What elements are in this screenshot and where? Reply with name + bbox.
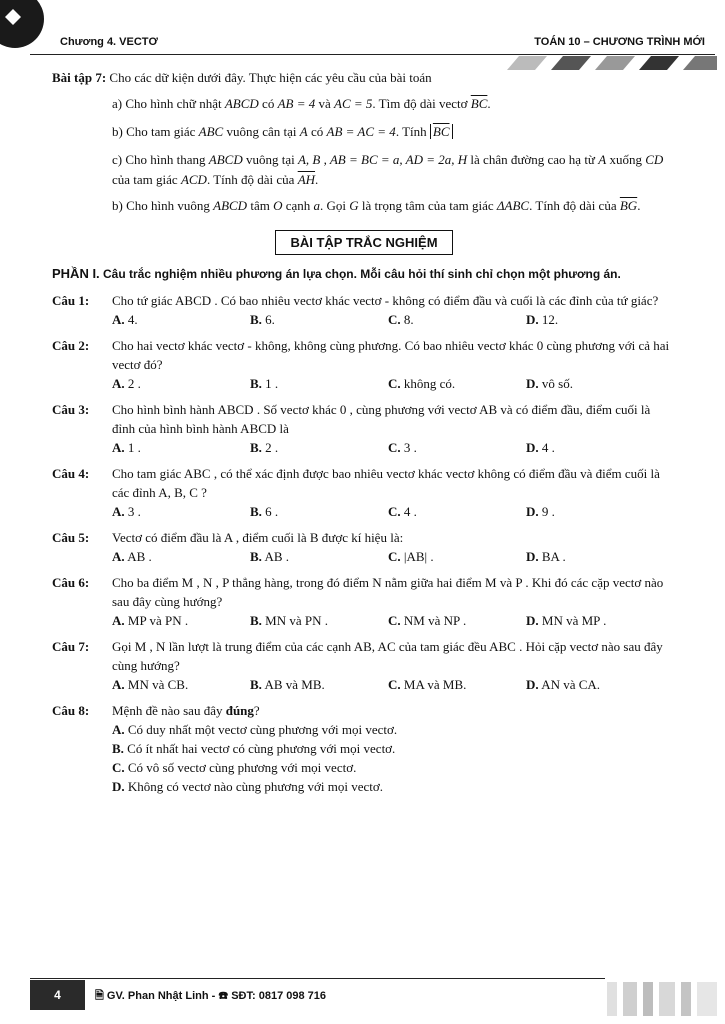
question-1	[52, 291, 676, 329]
text: tâm	[250, 198, 270, 213]
option-key: A.	[112, 613, 125, 628]
exercise-intro: Cho các dữ kiện dưới đây. Thực hiện các yêu cầu của bài toán	[109, 70, 432, 85]
exercise-a	[52, 94, 676, 114]
question-2	[52, 336, 676, 393]
option-key: B.	[250, 312, 262, 327]
text: b) Cho hình vuông	[112, 198, 210, 213]
author-text: GV. Phan Nhật Linh - ☎ SĐT: 0817 098 716	[106, 990, 327, 1002]
option-value: AB .	[264, 549, 290, 564]
text: xuống	[609, 152, 642, 167]
question-stem: Vectơ có điểm đầu là A , điểm cuối là B được kí hiệu là:	[112, 530, 404, 545]
question-label: Câu 3:	[52, 402, 90, 417]
exercise-title: Bài tập 7:	[52, 70, 107, 85]
answer-option[interactable]	[526, 547, 664, 566]
part-heading	[52, 265, 676, 283]
math: AB = 4	[277, 96, 316, 111]
option-key: A.	[112, 376, 125, 391]
answer-option[interactable]	[112, 502, 250, 521]
text: có	[310, 124, 324, 139]
answer-option[interactable]	[112, 675, 250, 694]
option-key: D.	[526, 504, 539, 519]
answer-option[interactable]	[250, 438, 388, 457]
option-value: NM và NP .	[403, 613, 467, 628]
text: . Tìm độ dài vectơ	[372, 96, 468, 111]
option-value: MN và CB.	[127, 677, 189, 692]
footer-divider	[30, 978, 605, 979]
answer-option[interactable]	[526, 374, 664, 393]
question-label: Câu 7:	[52, 639, 90, 654]
text: là trọng tâm của tam giác	[361, 198, 494, 213]
option-value: Có duy nhất một vectơ cùng phương với mọi vectơ.	[127, 722, 398, 737]
option-value: AB và MB.	[264, 677, 325, 692]
question-label: Câu 6:	[52, 575, 90, 590]
text: ,	[451, 152, 455, 167]
option-value: 4 .	[403, 504, 417, 519]
question-3	[52, 400, 676, 457]
answer-option[interactable]	[388, 438, 526, 457]
text: .	[487, 96, 491, 111]
option-key: A.	[112, 722, 125, 737]
option-value: 4.	[127, 312, 138, 327]
text: . Gọi	[320, 198, 347, 213]
answer-options	[112, 675, 676, 694]
option-key: A.	[112, 312, 125, 327]
option-key: A.	[112, 677, 125, 692]
option-key: C.	[388, 613, 401, 628]
option-value: 6 .	[265, 504, 279, 519]
answer-option[interactable]	[388, 502, 526, 521]
question-stem: Cho ba điểm M , N , P thẳng hàng, trong đó điểm N nằm giữa hai điểm M và P . Khi đó các cặp vectơ nào sau đây cùng hướng?	[112, 575, 664, 609]
exercise-c	[52, 150, 676, 190]
answer-options	[112, 374, 676, 393]
option-key: B.	[250, 440, 262, 455]
question-stem: Cho tam giác ABC , có thể xác định được bao nhiêu vectơ khác vectơ không có điểm đầu và điểm cuối là các đỉnh A, B, C ?	[112, 466, 660, 500]
option-value: Không có vectơ nào cùng phương với mọi vectơ.	[127, 779, 384, 794]
math: AB = AC = 4	[326, 124, 396, 139]
header-logo	[0, 0, 44, 48]
option-value: AN và CA.	[541, 677, 601, 692]
question-stem: Cho tứ giác ABCD . Có bao nhiêu vectơ khác vectơ - không có điểm đầu và cuối là các đỉnh của tứ giác?	[112, 293, 659, 308]
option-key: A.	[112, 504, 125, 519]
answer-option[interactable]	[388, 675, 526, 694]
page-content	[52, 68, 676, 803]
answer-option[interactable]	[388, 611, 526, 630]
question-body	[112, 291, 676, 329]
question-7	[52, 637, 676, 694]
option-key: D.	[526, 613, 539, 628]
vector: $\overline{BC}$	[470, 96, 488, 111]
option-key: C.	[388, 549, 401, 564]
text: .	[315, 172, 319, 187]
answer-options	[112, 438, 676, 457]
answer-option[interactable]	[388, 547, 526, 566]
question-body	[112, 400, 676, 457]
option-key: D.	[526, 312, 539, 327]
answer-option[interactable]	[112, 547, 250, 566]
math: ABCD	[213, 198, 248, 213]
answer-option[interactable]	[526, 502, 664, 521]
answer-option[interactable]	[250, 675, 388, 694]
option-key: D.	[526, 549, 539, 564]
answer-option[interactable]	[112, 310, 250, 329]
option-value: MN và PN .	[265, 613, 329, 628]
option-key: C.	[112, 760, 125, 775]
option-key: B.	[250, 549, 262, 564]
answer-option[interactable]	[112, 739, 676, 758]
option-key: C.	[388, 504, 401, 519]
chapter-title: Chương 4. VECTƠ	[60, 36, 158, 48]
course-title: TOÁN 10 – CHƯƠNG TRÌNH MỚI	[534, 36, 705, 48]
question-stem: Cho hình bình hành ABCD . Số vectơ khác 0 , cùng phương với vectơ AB và có điểm đầu, điểm cuối là đỉnh của hình bình hành ABCD là	[112, 402, 651, 436]
text: vuông tại	[245, 152, 295, 167]
option-key: D.	[526, 376, 539, 391]
answer-option[interactable]	[250, 374, 388, 393]
math: G	[349, 198, 359, 213]
question-stem: Gọi M , N lần lượt là trung điểm của các cạnh AB, AC của tam giác đều ABC . Hỏi cặp vectơ nào sau đây cùng hướng?	[112, 639, 663, 673]
option-key: B.	[250, 677, 262, 692]
math: A	[299, 124, 308, 139]
vector: $\overline{BC}$	[432, 124, 450, 139]
answer-option[interactable]	[526, 611, 664, 630]
option-key: C.	[388, 376, 401, 391]
answer-option[interactable]	[250, 611, 388, 630]
option-value: 4 .	[541, 440, 555, 455]
question-body	[112, 464, 676, 521]
option-value: 2 .	[127, 376, 141, 391]
math: ABC	[198, 124, 224, 139]
answer-options	[112, 502, 676, 521]
answer-option[interactable]	[112, 777, 676, 796]
header-divider	[30, 54, 715, 55]
question-6	[52, 573, 676, 630]
option-value: 9 .	[541, 504, 555, 519]
text: và	[318, 96, 331, 111]
option-value: 1 .	[127, 440, 141, 455]
answer-option[interactable]	[112, 374, 250, 393]
question-label: Câu 1:	[52, 293, 90, 308]
part-text: Câu trắc nghiệm nhiều phương án lựa chọn. Mỗi câu hỏi thí sinh chỉ chọn một phương án.	[103, 267, 621, 281]
option-key: B.	[250, 376, 262, 391]
answer-option[interactable]	[526, 310, 664, 329]
option-value: MN và MP .	[541, 613, 607, 628]
question-body	[112, 336, 676, 393]
text: ?	[253, 703, 260, 718]
text: vuông cân tại	[226, 124, 297, 139]
text: của tam giác	[112, 172, 178, 187]
question-body	[112, 637, 676, 694]
option-value: không có.	[403, 376, 456, 391]
option-key: D.	[526, 677, 539, 692]
option-value: AB .	[127, 549, 152, 564]
option-value: 1 .	[265, 376, 279, 391]
section-heading-wrap	[52, 230, 676, 255]
answer-options	[112, 310, 676, 329]
option-value: MA và MB.	[403, 677, 467, 692]
answer-option[interactable]	[112, 720, 676, 739]
option-value: Có vô số vectơ cùng phương với mọi vectơ.	[127, 760, 357, 775]
answer-option[interactable]	[388, 374, 526, 393]
question-stem	[112, 701, 676, 720]
question-body	[112, 573, 676, 630]
question-4	[52, 464, 676, 521]
emphasis: đúng	[225, 703, 254, 718]
answer-options	[112, 720, 676, 796]
option-key: D.	[112, 779, 125, 794]
exercise-b	[52, 122, 676, 142]
option-value: 3 .	[127, 504, 141, 519]
option-key: A.	[112, 549, 125, 564]
answer-option[interactable]	[250, 502, 388, 521]
answer-option[interactable]	[112, 758, 676, 777]
answer-options	[112, 547, 676, 566]
option-value: 3 .	[403, 440, 417, 455]
answer-option[interactable]	[526, 675, 664, 694]
option-value: 8.	[403, 312, 414, 327]
text: . Tính độ dài của	[206, 172, 295, 187]
question-body	[112, 528, 676, 566]
answer-option[interactable]	[388, 310, 526, 329]
option-value: vô số.	[541, 376, 573, 391]
question-label: Câu 4:	[52, 466, 90, 481]
question-label: Câu 8:	[52, 703, 90, 718]
option-key: B.	[250, 613, 262, 628]
option-key: C.	[388, 440, 401, 455]
option-key: B.	[112, 741, 124, 756]
answer-option[interactable]	[526, 438, 664, 457]
option-key: C.	[388, 312, 401, 327]
math: ABCD	[224, 96, 259, 111]
answer-option[interactable]	[250, 310, 388, 329]
text: b) Cho tam giác	[112, 124, 196, 139]
option-value: 2 .	[265, 440, 279, 455]
page-number: 4	[30, 980, 85, 1010]
question-5	[52, 528, 676, 566]
exercise-d	[52, 196, 676, 216]
answer-option[interactable]	[112, 611, 250, 630]
math: ABCD	[208, 152, 243, 167]
math: H	[457, 152, 468, 167]
author-contact	[95, 987, 326, 1006]
option-value: MP và PN .	[127, 613, 189, 628]
question-body	[112, 701, 676, 796]
section-heading: BÀI TẬP TRẮC NGHIỆM	[275, 230, 452, 255]
text: cạnh	[285, 198, 311, 213]
vector: $\overline{BG}$	[619, 198, 638, 213]
question-8	[52, 701, 676, 796]
math: ACD	[180, 172, 207, 187]
answer-option[interactable]	[250, 547, 388, 566]
vector: $\overline{AH}$	[297, 172, 316, 187]
math: A, B , AB = BC = a, AD = 2a	[297, 152, 452, 167]
exercise-heading	[52, 68, 676, 88]
option-value: 12.	[541, 312, 559, 327]
question-label: Câu 2:	[52, 338, 90, 353]
option-value: 6.	[265, 312, 275, 327]
math: O	[273, 198, 283, 213]
text: .	[637, 198, 641, 213]
math: CD	[645, 152, 664, 167]
text: c) Cho hình thang	[112, 152, 206, 167]
math: AC = 5	[334, 96, 373, 111]
document-icon: 🗎	[95, 990, 104, 1002]
text: . Tính độ dài của	[529, 198, 617, 213]
option-value: |AB| .	[403, 549, 434, 564]
text: . Tính	[395, 124, 427, 139]
option-key: B.	[250, 504, 262, 519]
text: là chân đường cao hạ từ	[470, 152, 595, 167]
text: a) Cho hình chữ nhật	[112, 96, 222, 111]
footer-bars	[607, 976, 717, 1016]
option-key: C.	[388, 677, 401, 692]
question-label: Câu 5:	[52, 530, 90, 545]
answer-options	[112, 611, 676, 630]
answer-option[interactable]	[112, 438, 250, 457]
math: A	[598, 152, 607, 167]
math: ΔABC	[496, 198, 530, 213]
pen-logo-icon	[2, 6, 24, 28]
question-list	[52, 291, 676, 694]
option-key: D.	[526, 440, 539, 455]
text: Mệnh đề nào sau đây	[112, 703, 223, 718]
question-stem: Cho hai vectơ khác vectơ - không, không cùng phương. Có bao nhiêu vectơ khác 0 cùng phương với cả hai vectơ đó?	[112, 338, 670, 372]
part-label: PHẦN I.	[52, 266, 100, 281]
math: a	[313, 198, 321, 213]
option-value: Có ít nhất hai vectơ có cùng phương với mọi vectơ.	[127, 741, 396, 756]
option-key: A.	[112, 440, 125, 455]
option-value: BA .	[541, 549, 566, 564]
text: có	[262, 96, 275, 111]
